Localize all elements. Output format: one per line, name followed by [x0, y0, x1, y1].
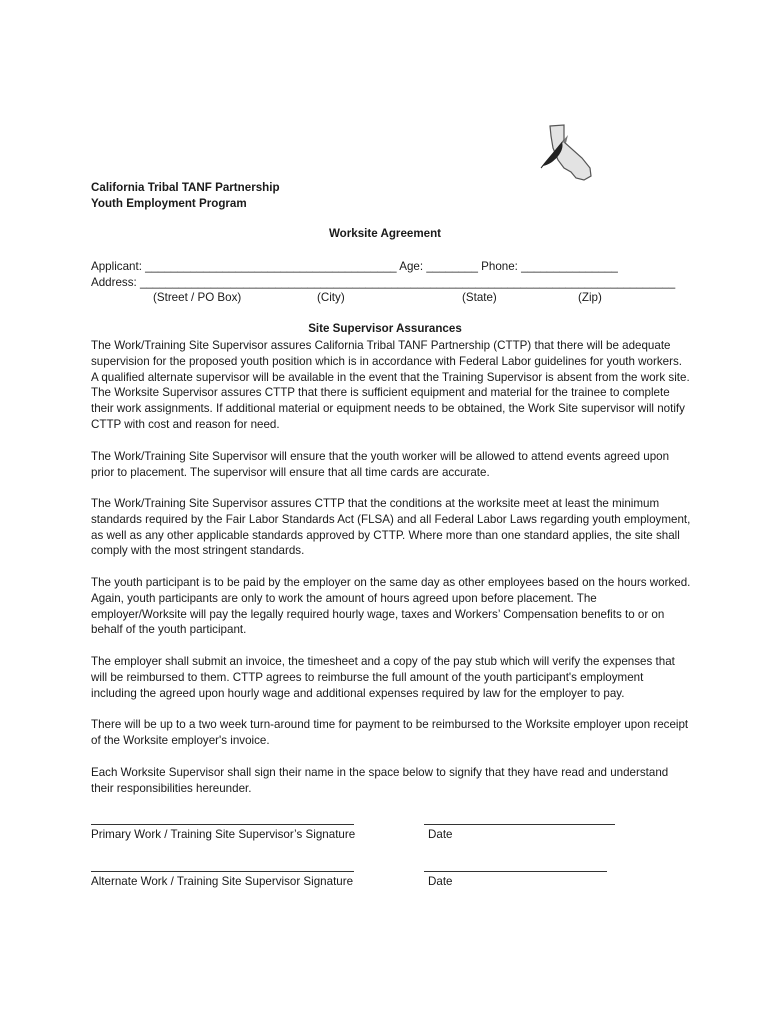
- alternate-signature-label: Alternate Work / Training Site Supervisor Signature: [91, 875, 354, 888]
- age-label: Age:: [399, 260, 424, 273]
- paragraph-invoice: The employer shall submit an invoice, the timesheet and a copy of the pay stub which will verify the expenses that will be reimbursed to them. CTTP agrees to reimburse the full amount of the youth participant's employment including the agreed upon hourly wage and additional expenses required by law for the employer to pay.: [91, 655, 675, 700]
- primary-signature-label: Primary Work / Training Site Supervisor’s Signature: [91, 828, 356, 841]
- paragraph-events: The Work/Training Site Supervisor will ensure that the youth worker will be allowed to attend events agreed upon prior to placement. The supervisor will ensure that all time cards are accurate.: [91, 450, 670, 479]
- address-label: Address:: [91, 276, 137, 289]
- age-field[interactable]: ________: [426, 260, 478, 273]
- paragraph-standards: The Work/Training Site Supervisor assures CTTP that the conditions at the worksite meet at least the minimum standards required by the Fair Labor Standards Act (FLSA) and all Federal Labor Laws regarding youth employment, as well as any other applicable standards approved by CTTP. Where more than one standard applies, the site shall comply with the most stringent standards.: [91, 497, 691, 558]
- address-state-label: (State): [462, 291, 497, 304]
- applicant-field[interactable]: _______________________________________: [145, 260, 397, 273]
- primary-signature-line[interactable]: [91, 824, 354, 825]
- phone-label: Phone:: [481, 260, 518, 273]
- address-row: [91, 275, 675, 291]
- address-zip-label: (Zip): [578, 291, 602, 304]
- section-title: Site Supervisor Assurances: [308, 322, 462, 335]
- address-city-label: (City): [317, 291, 345, 304]
- primary-date-label: Date: [428, 828, 453, 841]
- paragraph-signature-instructions: Each Worksite Supervisor shall sign their name in the space below to signify that they have read and understand their responsibilities hereunder.: [91, 766, 669, 795]
- paragraph-supervision: The Work/Training Site Supervisor assures California Tribal TANF Partnership (CTTP) that there will be adequate supervision for the proposed youth position which is in accordance with Federal Labor guidelines for youth workers. A qualified alternate supervisor will be available in the event that the Training Supervisor is absent from the work site. The Worksite Supervisor assures CTTP that there is sufficient equipment and material for the trainee to complete their work assignments. If additional material or equipment needs to be obtained, the Work Site supervisor will notify CTTP with cost and reason for need.: [91, 339, 690, 431]
- document-title: Worksite Agreement: [328, 227, 442, 240]
- applicant-label: Applicant:: [91, 260, 142, 273]
- alternate-date-label: Date: [428, 875, 453, 888]
- address-field[interactable]: ___________________________________________________________________________________: [140, 276, 676, 289]
- alternate-date-line[interactable]: [424, 871, 607, 872]
- primary-date-line[interactable]: [424, 824, 615, 825]
- alternate-signature-line[interactable]: [91, 871, 354, 872]
- address-street-label: (Street / PO Box): [153, 291, 242, 304]
- paragraph-turnaround: There will be up to a two week turn-around time for payment to be reimbursed to the Worksite employer upon receipt of the Worksite employer's invoice.: [91, 718, 689, 747]
- phone-field[interactable]: _______________: [521, 260, 618, 273]
- program-name: Youth Employment Program: [91, 197, 247, 210]
- applicant-row: [91, 259, 618, 275]
- california-feather-logo-icon: [538, 120, 598, 186]
- organization-name: California Tribal TANF Partnership: [91, 181, 280, 194]
- paragraph-payment: The youth participant is to be paid by the employer on the same day as other employees based on the hours worked. Again, youth participants are only to work the amount of hours agreed upon before placement. The employer/Worksite will pay the legally required hourly wage, taxes and Workers’ Compensation benefits to or on behalf of the youth participant.: [91, 576, 691, 637]
